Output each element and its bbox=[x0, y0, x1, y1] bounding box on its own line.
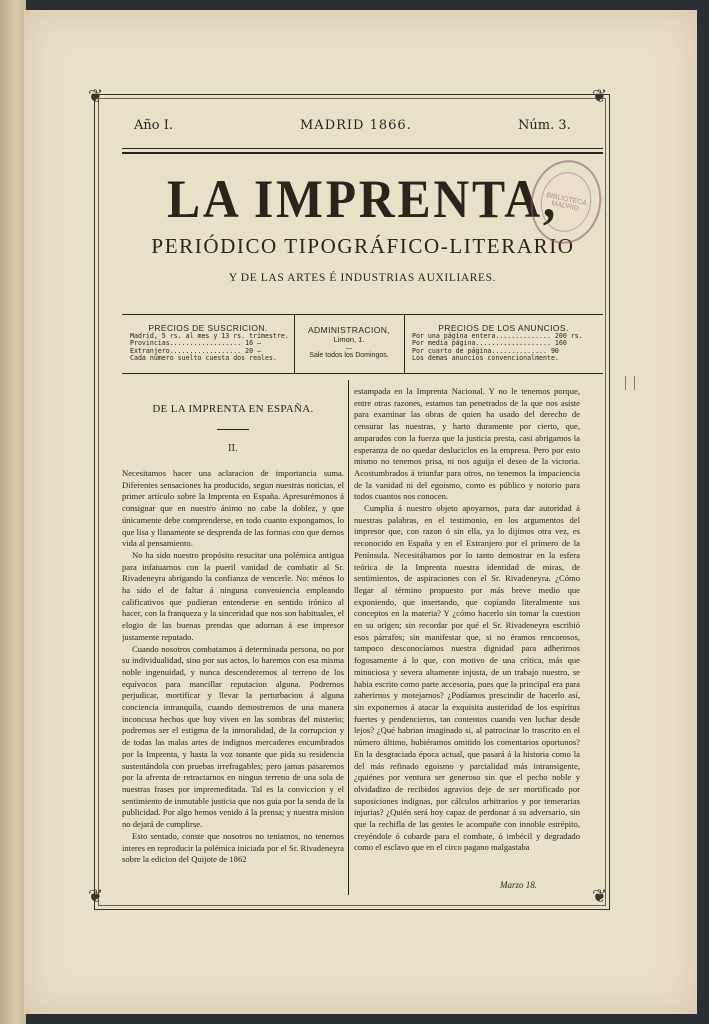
article-paragraph: Cumplia á nuestro objeto apoyarnos, para dar autoridad á nuestras palabras, en el testimonio, en los argumentos del impresor que, con razon ó sin ella, ya lo dijimos otra vez, es reconocido en España y en el Extranjero por el primero de la Península. Necesitábamos por lo tanto demostrar en la esfera teórica de la Imprenta nuestra identidad de miras, de sentimientos, de aspiraciones con el Sr. Rivadeneyra. ¿Cómo llegar al término propuesto por más breve medio que exponiendo, que insertando, que copiando literalmente sus conceptos en la materia? Y ¿cómo hacerlo sin tomar la cuestion en su origen; sin recordar por qué el Sr. Rivadeneyra escribió esos párrafos; sin manifestar que, si no éramos rencorosos, tampoco desconocíamos nuestra dignidad para adherirnos fogosamente á lo que, con motivo de una crítica, más que minuciosa y severa altamente injusta, de un trabajo nuestro, se habia escrito como parte accesoria, pues que la principal era para zaherirnos y motejarnos? ¿Podíamos prescindir de hacerlo así, sin exponernos á atacar la exquisita austeridad de los espíritus fuertes y pendencieros, tan contentos cuando ven luchar desde lejos? ¿Qué habrian imaginado si, al patrocinar lo trascrito en el número último, hubiéramos omitido los comentarios oportunos? En la desgraciada época actual, que pasará á la historia como la del más refinado egoismo y parcialidad más intransigente, ¿quiénes por ventura ser generoso sin que el pecho noble y olvidadizo de recibidos agravios deje de ser mortificado por suposiciones indignas, por cálculos arbitrarios y por temerarias injurias? ¿Quién será hoy capaz de perdonar á su adversario, sin que la rechifla de las gentes le acompañe con innoble estrépito, creyéndole ó cobarde para el combate, ó imbécil y degradado como el esclavo que en el circo pagano malgastaba bbox=[354, 503, 580, 853]
issue-year: Año I. bbox=[134, 118, 173, 133]
ad-prices bbox=[404, 315, 603, 373]
masthead-title: LA IMPRENTA, bbox=[166, 169, 559, 229]
stamp-text: BIBLIOTECA MADRID bbox=[545, 191, 588, 213]
subscription-heading: PRECIOS DE SUSCRICION. bbox=[148, 323, 268, 333]
header-rule bbox=[122, 148, 603, 149]
issue-place-date: MADRID 1866. bbox=[300, 118, 412, 133]
administration-address: Limon, 1. bbox=[333, 335, 365, 344]
corner-ornament-icon: ❦ bbox=[592, 886, 608, 907]
article-paragraph: Cuando nosotros combatamos á determinada persona, no por su individualidad, sino por sus actos, lo haremos con esa misma noble ingenuidad, y nunca descenderemos al terreno de los equívocos para mancillar reputacion alguna. Podremos perjudicar, mortificar y llevar la perturbacion á alguna conciencia intranquila, cuando demostremos de una manera inconcusa hechos que hoy viven en las sombras del misterio; podremos ser el estigma de la inmoralidad, de la corrupcion y de todas las malas artes de indignos mercaderes encumbrados por la Imprenta, y hasta la voz tonante que pida su residencia sustentándola con pruebas irrefragables; pero jamas pasaremos por la afrenta de retractarnos en ningun terreno de una sola de nuestras frases por impremeditada. Tal es la conviccion y el sentimiento de inmutable justicia que nos guia por la senda de la publicidad. Por algo hemos venido á la prensa; y nuestra mision no dejará de cumplirse. bbox=[122, 643, 344, 830]
corner-ornament-icon: ❦ bbox=[592, 86, 608, 107]
header-rule bbox=[122, 152, 603, 154]
subscription-prices bbox=[122, 315, 294, 373]
subscription-line: Provincias.................. 16 — bbox=[130, 339, 262, 348]
article-date: Marzo 18. bbox=[500, 880, 538, 890]
title-rule bbox=[217, 429, 249, 430]
ads-line: Por una página entera.............. 200 rs. bbox=[412, 332, 583, 340]
article-title: DE LA IMPRENTA EN ESPAÑA. bbox=[152, 403, 314, 415]
subscription-line: Cada número suelto cuesta dos reales. bbox=[130, 354, 277, 363]
article-paragraph: Esto sentado, conste que nosotros no teniamos, no tenemos interes en reproducir la polémica iniciada por el Sr. Rivadeneyra sobre la edicion del Quijote de 1862 bbox=[122, 830, 344, 865]
masthead-tagline: Y DE LAS ARTES É INDUSTRIAS AUXILIARES. bbox=[228, 272, 497, 284]
article-paragraph: Necesitamos hacer una aclaracion de importancia suma. Diferentes sensaciones ha producido, segun nuestras noticias, el primer artículo sobre la Imprenta en España. Apresurémonos á consignar que en nuestro ánimo no cabe la doblez, y que únicamente debe comprenderse, en todo cuanto expongamos, lo que lisa y llanamente se desprenda de las formas con que demos vida al pensamiento. bbox=[122, 468, 344, 549]
prices-box bbox=[122, 314, 603, 374]
article-paragraph: estampada en la Imprenta Nacional. Y no le tenemos porque, entre otras razones, estamos tan penetrados de la que nos asiste para examinar las obras de quien ha usado del derecho de censurar las nuestras, y harto duramente por cierto, que, amparados con la fuerza que la justicia presta, casi abrigamos la esperanza de no quedar desluciclos en la empresa. Pero por esto mismo no tenemos prisa, ni nos aguija el deseo de la victoria. Acostumbrados á triunfar para otros, no tenemos la impaciencia de la vanidad ni del egoismo, como es público y notorio para todos cuantos nos conocen. bbox=[354, 386, 580, 502]
article-paragraph: No ha sido nuestro propósito resucitar una polémica antigua para infatuarnos con la pueril vanidad de combatir al Sr. Rivadeneyra abrigando la confianza de vencerle. No: ménos lo ha sido el de faltar á ninguna conveniencia empleando calificativos que pudieran entenderse en sentido irónico al hacer, con la franqueza y la sinceridad que nos son habituales, el elogio de las buenas prendas que adornan á ese impresor justamente reputado. bbox=[122, 549, 344, 642]
administration-heading: ADMINISTRACION, bbox=[307, 325, 391, 335]
masthead-subtitle: PERIÓDICO TIPOGRÁFICO-LITERARIO bbox=[151, 234, 575, 258]
ads-line: Por cuarto de página.............. 90 bbox=[412, 346, 559, 355]
subscription-line: Madrid, 5 rs. al mes y 13 rs. trimestre. bbox=[130, 332, 289, 340]
facing-page-edge bbox=[0, 0, 26, 1024]
administration-dash: — bbox=[345, 344, 353, 352]
subscription-line: Extranjero.................. 20 — bbox=[130, 346, 262, 355]
corner-ornament-icon: ❦ bbox=[88, 86, 104, 107]
article-part: II. bbox=[228, 444, 238, 454]
ads-line: Los demas anuncios convencionalmente. bbox=[412, 354, 559, 363]
issue-number: Núm. 3. bbox=[518, 118, 571, 133]
ads-line: Por media página................... 160 bbox=[412, 339, 567, 348]
column-divider bbox=[348, 380, 349, 895]
margin-mark bbox=[625, 376, 635, 390]
article-column-2 bbox=[354, 386, 580, 888]
article-column-1 bbox=[122, 386, 344, 888]
corner-ornament-icon: ❦ bbox=[88, 886, 104, 907]
ads-heading: PRECIOS DE LOS ANUNCIOS. bbox=[438, 323, 569, 333]
publication-schedule: Sale todos los Domingos. bbox=[309, 352, 389, 359]
administration-info bbox=[294, 315, 404, 373]
